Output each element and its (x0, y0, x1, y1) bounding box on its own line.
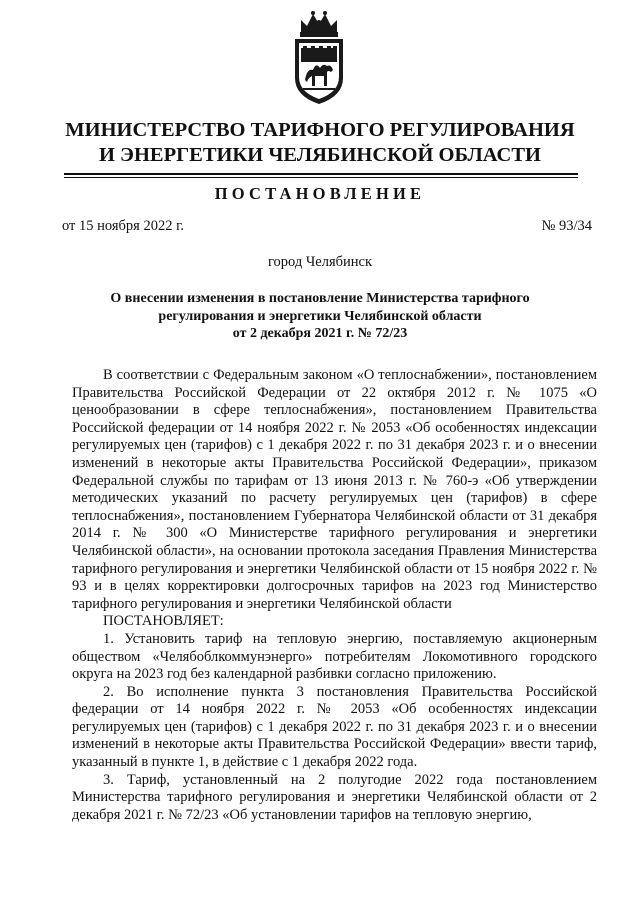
ministry-name (0, 118, 640, 168)
subject-line3: от 2 декабря 2021 г. № 72/23 (232, 326, 408, 341)
document-subject (90, 290, 550, 343)
ministry-name-line2: И ЭНЕРГЕТИКИ ЧЕЛЯБИНСКОЙ ОБЛАСТИ (98, 144, 541, 166)
header-rule (64, 173, 578, 175)
item-2-paragraph: 2. Во исполнение пункта 3 постановления Правительства Российской федерации от 14 ноября 2022 г. № 2053 «Об особенностях индексации регулируемых цен (тарифов) с 1 декабря 2022 г. по 31 декабря 2023 г. и о внесении изменений в некоторые акты Правительства Российской Федерации» ввести тариф, указанный в пункте 1, в действие с 1 декабря 2022 года. (72, 683, 597, 771)
document-number: № 93/34 (541, 218, 592, 234)
document-body (72, 367, 597, 824)
subject-line2: регулирования и энергетики Челябинской области (158, 308, 482, 324)
decree-word: ПОСТАНОВЛЯЕТ: (103, 613, 224, 630)
item-3-paragraph: 3. Тариф, установленный на 2 полугодие 2022 года постановлением Министерства тарифного регулирования и энергетики Челябинской области от 2 декабря 2021 г. № 72/23 «Об установлении тарифов на тепловую энергию, (72, 771, 597, 823)
document-date: от 15 ноября 2022 г. (62, 218, 185, 234)
item-1-paragraph: 1. Установить тариф на тепловую энергию, поставляемую акционерным обществом «Челябоблкоммунэнерго» потребителям Локомотивного городского округа на 2023 год без календарной разбивки согласно приложению. (72, 630, 597, 683)
preamble-paragraph: В соответствии с Федеральным законом «О теплоснабжении», постановлением Правительства Российской Федерации от 22 октября 2012 г. № 1075 «О ценообразовании в сфере теплоснабжения», постановлением Правительства Российской федерации от 14 ноября 2022 г. № 2053 «Об особенностях индексации регулируемых цен (тарифов) с 1 декабря 2022 г. по 31 декабря 2023 г. и о внесении изменений в некоторые акты Правительства Российской Федерации», приказом Федеральной службы по тарифам от 13 июня 2013 г. № 760-э «Об утверждении методических указаний по расчету регулируемых цен (тарифов) в сфере теплоснабжения», постановлением Губернатора Челябинской области от 31 декабря 2014 г. № 300 «О Министерстве тарифного регулирования и энергетики Челябинской области», на основании протокола заседания Правления Министерства тарифного регулирования и энергетики Челябинской области от 15 ноября 2022 г. № 93 и в целях корректировки долгосрочных тарифов на 2023 год Министерство тарифного регулирования и энергетики Челябинской области (72, 367, 597, 612)
header-rule-thin (64, 177, 578, 178)
document-city: город Челябинск (267, 254, 373, 270)
subject-line1: О внесении изменения в постановление Министерства тарифного (110, 291, 530, 306)
chelyabinsk-coat-of-arms-icon (287, 8, 351, 106)
ministry-name-line1: МИНИСТЕРСТВО ТАРИФНОГО РЕГУЛИРОВАНИЯ (65, 119, 575, 141)
document-type: ПОСТАНОВЛЕНИЕ (214, 184, 426, 203)
